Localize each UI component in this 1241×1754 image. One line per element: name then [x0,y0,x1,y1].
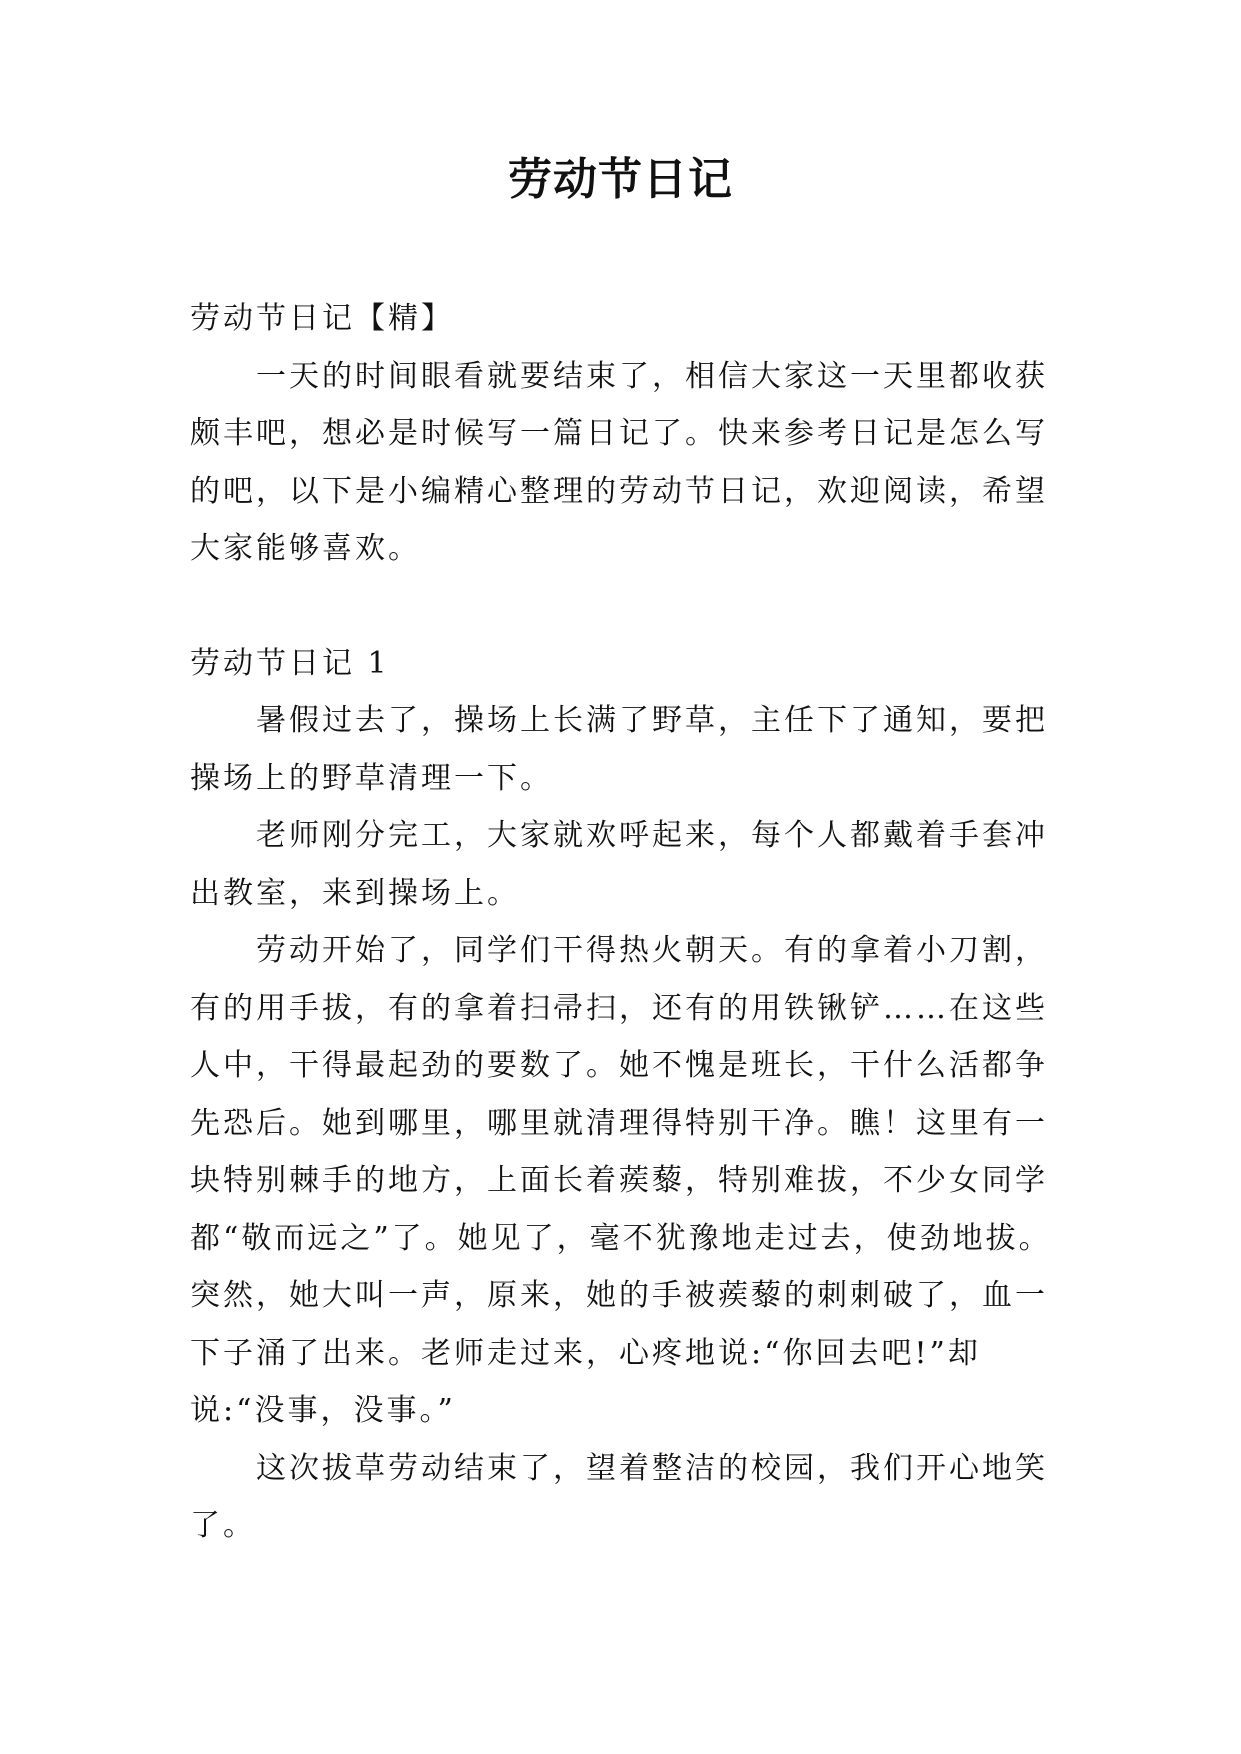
body-paragraph-2: 老师刚分完工，大家就欢呼起来，每个人都戴着手套冲出教室，来到操场上。 [190,818,1048,911]
document-body [190,290,1060,1555]
body-paragraph-1: 暑假过去了，操场上长满了野草，主任下了通知，要把操场上的野草清理一下。 [190,703,1048,796]
intro-heading: 劳动节日记【精】 [190,301,454,336]
section-spacer [190,578,1060,635]
section-heading: 劳动节日记 1 [190,645,390,681]
body-paragraph-4: 这次拔草劳动结束了，望着整洁的校园，我们开心地笑了。 [190,1450,1048,1543]
intro-paragraph: 一天的时间眼看就要结束了，相信大家这一天里都收获颇丰吧，想必是时候写一篇日记了。快来参考日记是怎么写的吧，以下是小编精心整理的劳动节日记，欢迎阅读，希望大家能够喜欢。 [190,358,1048,566]
document-title: 劳动节日记 [508,154,733,205]
body-paragraph-3: 劳动开始了，同学们干得热火朝天。有的拿着小刀割，有的用手拔，有的拿着扫帚扫，还有的用铁锹铲……在这些人中，干得最起劲的要数了。她不愧是班长，干什么活都争先恐后。她到哪里，哪里就清理得特别干净。瞧！这里有一块特别棘手的地方，上面长着蒺藜，特别难拔，不少女同学都“敬而远之”了。她见了，毫不犹豫地走过去，使劲地拔。突然，她大叫一声，原来，她的手被蒺藜的刺刺破了，血一下子涌了出来。老师走过来，心疼地说:“你回去吧!”却说:“没事，没事。” [190,933,1052,1428]
